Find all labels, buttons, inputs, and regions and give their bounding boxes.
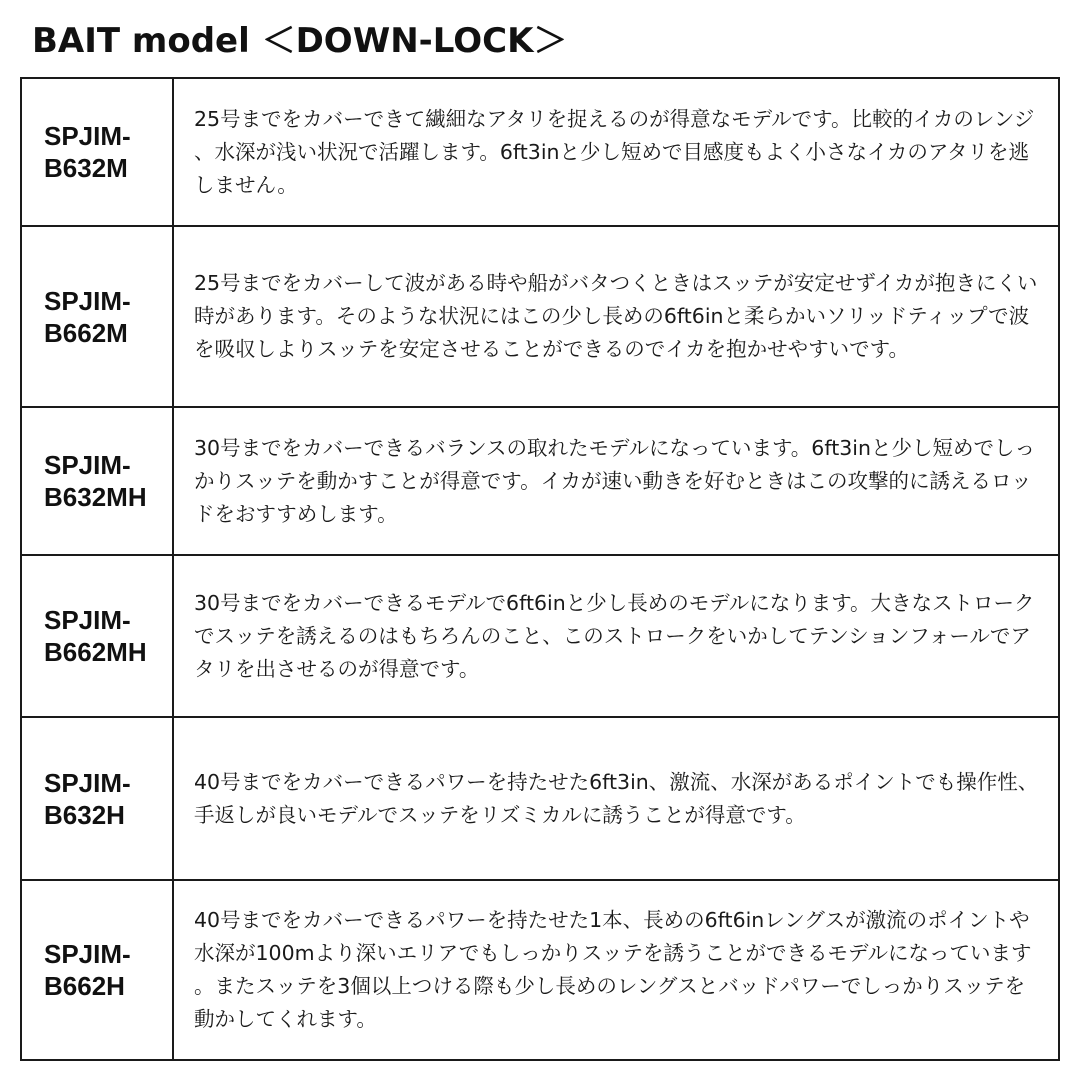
table-row bbox=[21, 78, 1059, 226]
model-description: 30号までをカバーできるモデルで6ft6inと少し長めのモデルになります。大きなストロークでスッテを誘えるのはもちろんのこと、このストロークをいかしてテンションフォールでアタリを出させるのが得意です。 bbox=[173, 555, 1059, 717]
model-name-cell bbox=[21, 78, 173, 226]
table-row bbox=[21, 717, 1059, 880]
model-name-cell bbox=[21, 226, 173, 407]
model-name-line: SPJIM- bbox=[44, 121, 131, 151]
model-name-line: B632M bbox=[44, 153, 128, 183]
model-description: 25号までをカバーできて繊細なアタリを捉えるのが得意なモデルです。比較的イカのレンジ、水深が浅い状況で活躍します。6ft3inと少し短めで目感度もよく小さなイカのアタリを逃しません。 bbox=[173, 78, 1059, 226]
model-name-line: SPJIM- bbox=[44, 605, 131, 635]
model-name-line: B662M bbox=[44, 317, 128, 348]
table-row bbox=[21, 880, 1059, 1060]
model-name-line: B632MH bbox=[44, 482, 147, 512]
model-name-cell bbox=[21, 880, 173, 1060]
model-description: 40号までをカバーできるパワーを持たせた1本、長めの6ft6inレングスが激流のポイントや水深が100mより深いエリアでもしっかりスッテを誘うことができるモデルになっています。またスッテを3個以上つける際も少し長めのレングスとバッドパワーでしっかりスッテを動かしてくれます。 bbox=[173, 880, 1059, 1060]
table-row bbox=[21, 407, 1059, 555]
model-name-cell bbox=[21, 555, 173, 717]
model-name-cell bbox=[21, 407, 173, 555]
table-row bbox=[21, 226, 1059, 407]
model-spec-table bbox=[20, 77, 1060, 1061]
model-name-line: SPJIM- bbox=[44, 767, 131, 798]
model-description: 30号までをカバーできるバランスの取れたモデルになっています。6ft3inと少し短めでしっかりスッテを動かすことが得意です。イカが速い動きを好むときはこの攻撃的に誘えるロッドをおすすめします。 bbox=[173, 407, 1059, 555]
model-name-cell bbox=[21, 717, 173, 880]
model-description: 25号までをカバーして波がある時や船がバタつくときはスッテが安定せずイカが抱きにくい時があります。そのような状況にはこの少し長めの6ft6inと柔らかいソリッドティップで波を吸収しよりスッテを安定させることができるのでイカを抱かせやすいです。 bbox=[173, 226, 1059, 407]
model-name-line: B632H bbox=[44, 799, 125, 830]
page-title: BAIT model ＜DOWN-LOCK＞ bbox=[32, 21, 568, 61]
model-name-line: B662H bbox=[44, 971, 125, 1001]
model-name-line: SPJIM- bbox=[44, 939, 131, 969]
model-name-line: B662MH bbox=[44, 637, 147, 667]
model-name-line: SPJIM- bbox=[44, 450, 131, 480]
model-description: 40号までをカバーできるパワーを持たせた6ft3in、激流、水深があるポイントでも操作性、手返しが良いモデルでスッテをリズミカルに誘うことが得意です。 bbox=[173, 717, 1059, 880]
table-row bbox=[21, 555, 1059, 717]
model-name-line: SPJIM- bbox=[44, 285, 131, 316]
